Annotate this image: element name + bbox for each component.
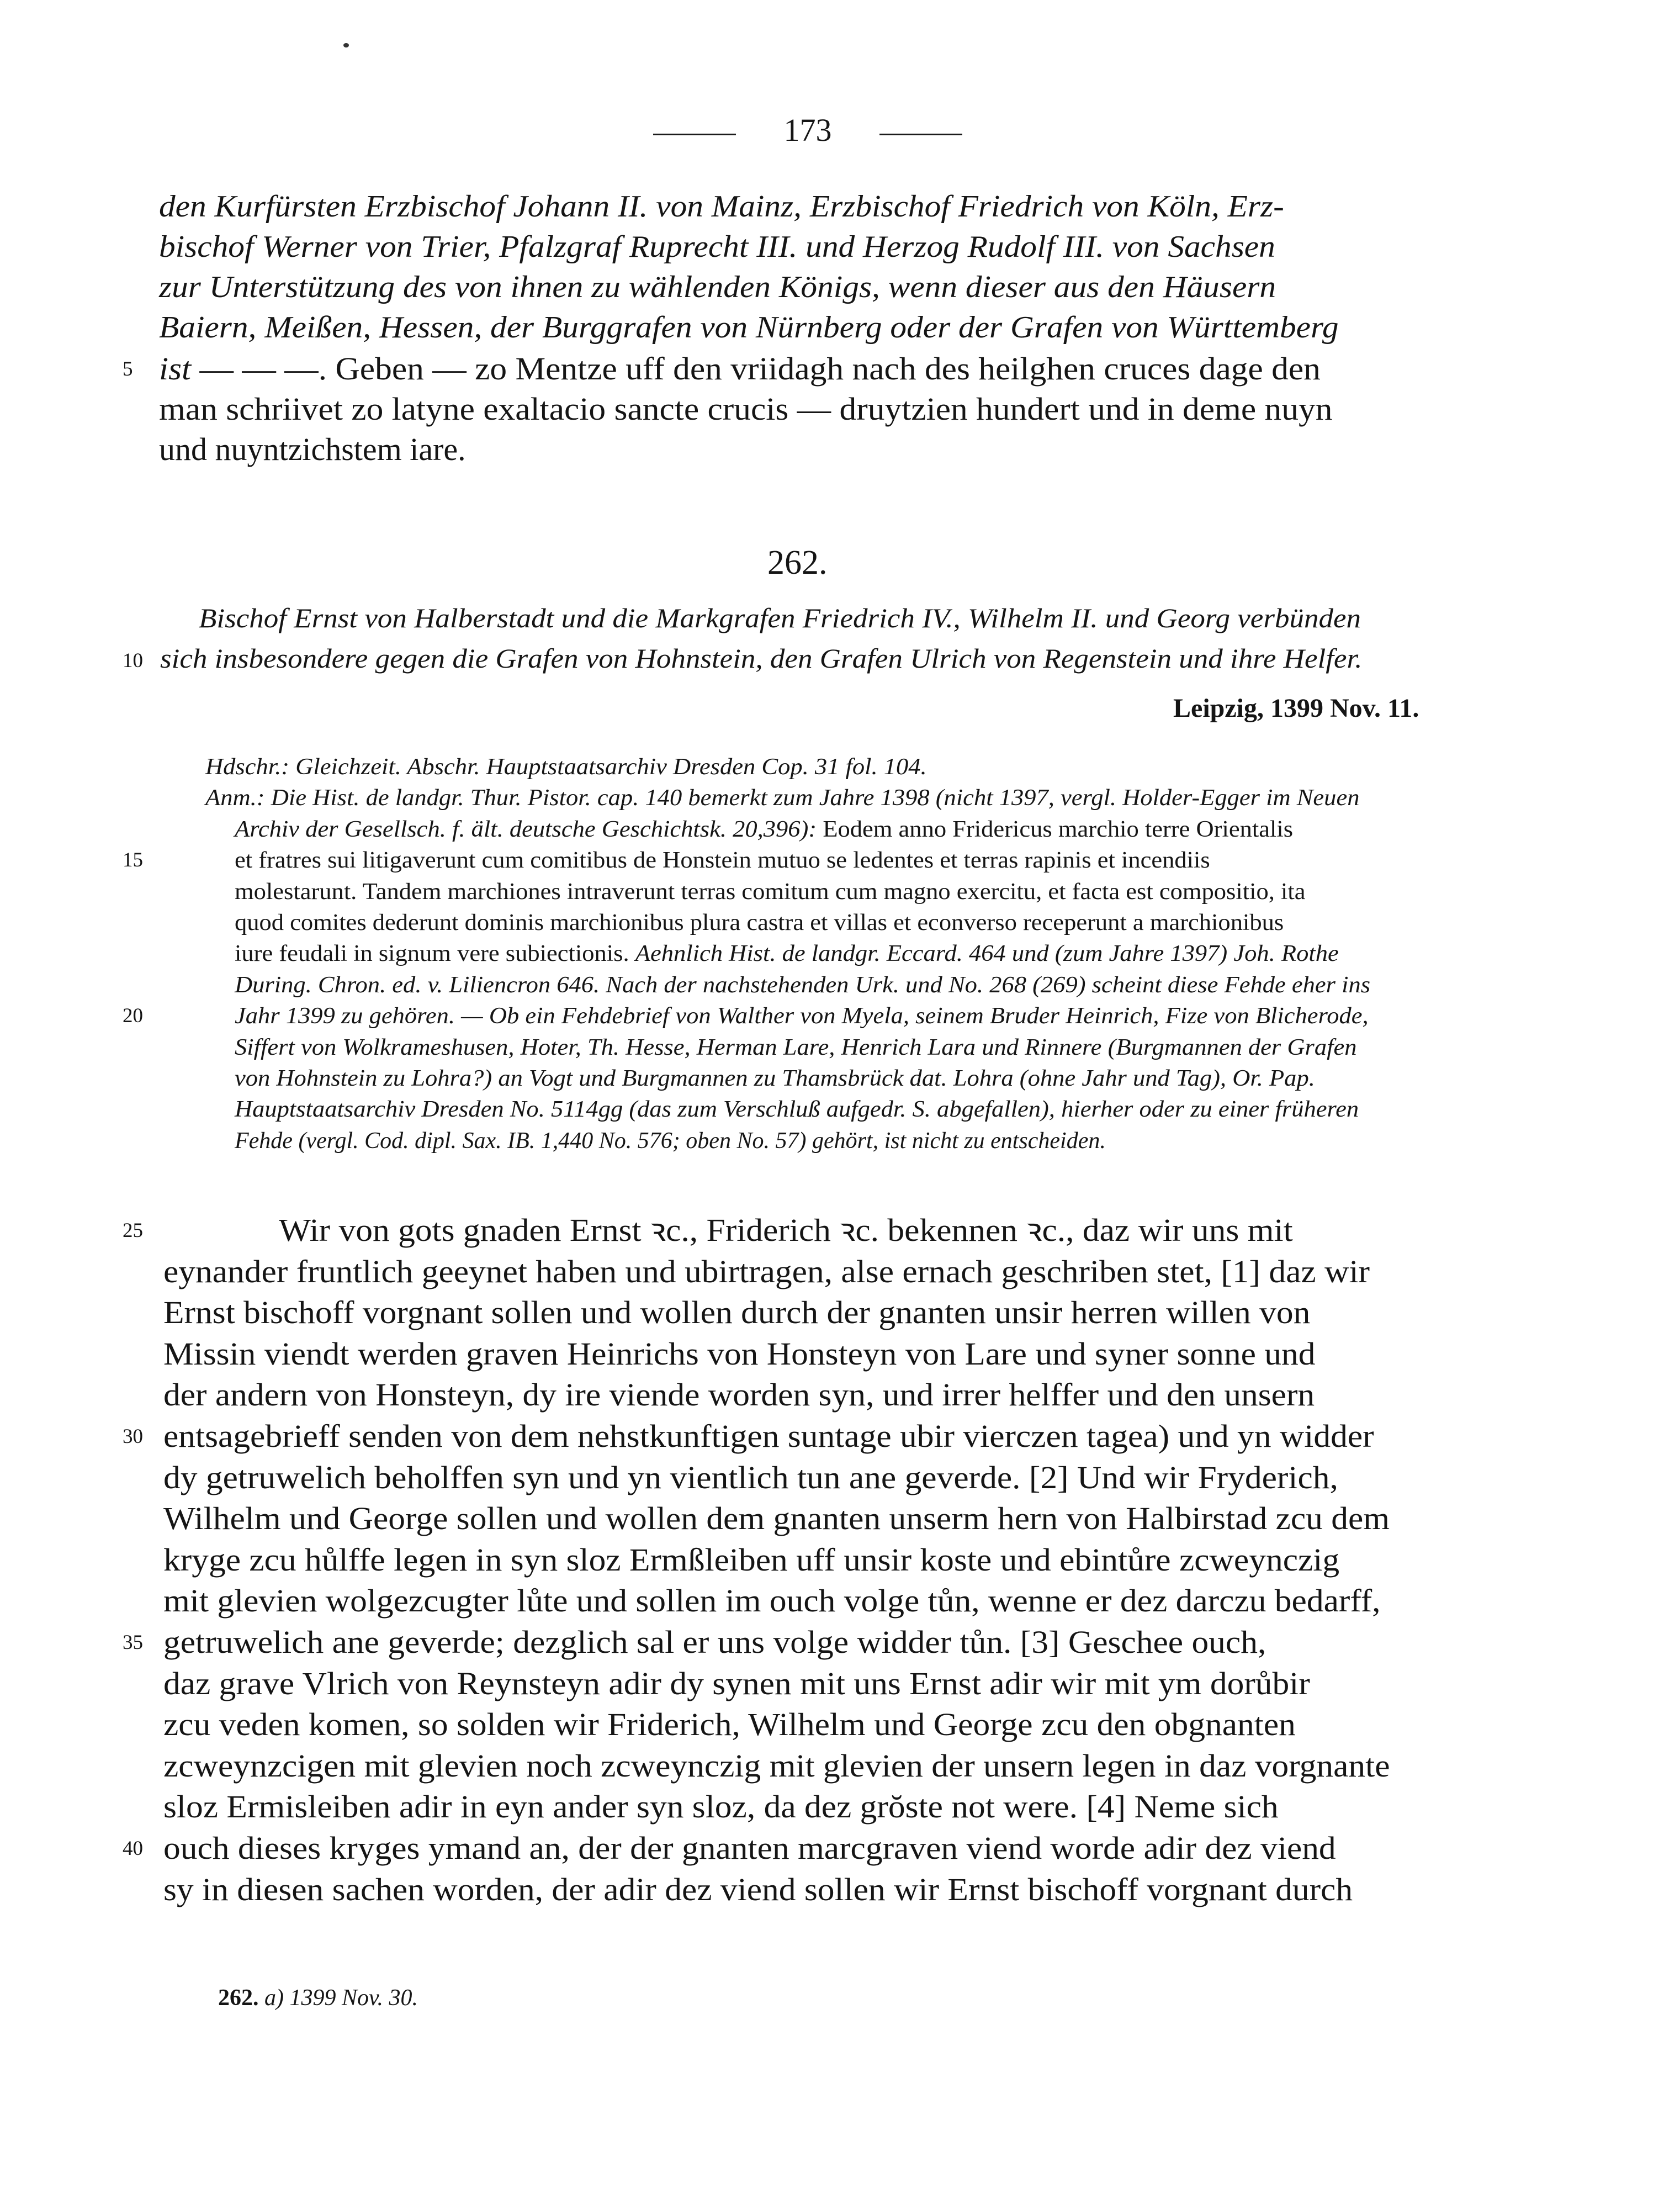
text-line: Wilhelm und George sollen und wollen dem gnanten unserm hern von Halbirstad zcu dem: [163, 1500, 1390, 1536]
text-line: [159, 348, 1321, 390]
header-rule-left: [653, 134, 736, 135]
text-line: sloz Ermisleiben adir in eyn ander syn sloz, da dez grŏste not were. [4] Neme sich: [163, 1789, 1279, 1825]
note-line: [235, 1032, 1356, 1063]
text-span: den Kurfürsten Erzbischof Johann II. von Mainz, Erzbischof Friedrich von Köln, Erz-: [159, 189, 1284, 224]
regest-line: Bischof Ernst von Halberstadt und die Markgrafen Friedrich IV., Wilhelm II. und Georg verbünden: [199, 602, 1361, 633]
text-span: man schriivet zo latyne exaltacio sancte crucis — druytzien hundert und in deme nuyn: [159, 391, 1333, 427]
note-line: [235, 876, 1306, 907]
text-line: dy getruwelich beholffen syn und yn vientlich tun ane geverde. [2] Und wir Fryderich,: [163, 1460, 1338, 1495]
text-span: iure feudali in signum vere subiectionis.: [235, 941, 635, 966]
line-number: 5: [123, 358, 133, 380]
text-line: Wir von gots gnaden Ernst ꝛc., Friderich ꝛc. bekennen ꝛc., daz wir uns mit: [279, 1212, 1293, 1248]
text-span: Siffert von Wolkrameshusen, Hoter, Th. Hesse, Herman Lare, Henrich Lara und Rinnere (Burgmannen der Grafen: [235, 1035, 1357, 1060]
text-line: [159, 429, 466, 470]
text-span: und nuyntzichstem iare.: [159, 431, 466, 467]
text-line: zcu veden komen, so solden wir Friderich, Wilhelm und George zcu den obgnanten: [163, 1706, 1296, 1742]
note-line: [205, 782, 1359, 813]
text-span: During. Chron. ed. v. Liliencron 646. Nach der nachstehenden Urk. und No. 268 (269) scheint diese Fehde eher ins: [235, 972, 1371, 998]
text-span: Jahr 1399 zu gehören. — Ob ein Fehdebrief von Walther von Myela, seinem Bruder Heinrich, Fize von Blicherode,: [235, 1003, 1369, 1029]
text-line: [159, 227, 1275, 267]
text-span: Hauptstaatsarchiv Dresden No. 5114gg (das zum Verschluß aufgedr. S. abgefallen), hierher oder zu einer früheren: [235, 1097, 1359, 1122]
text-line: getruwelich ane geverde; dezglich sal er uns volge widder tůn. [3] Geschee ouch,: [163, 1624, 1266, 1660]
text-span: ist: [159, 351, 192, 387]
line-number: 40: [123, 1837, 143, 1860]
header-rule-right: [879, 134, 962, 135]
line-number: 15: [123, 849, 143, 871]
text-span: Hdschr.: Gleichzeit. Abschr. Hauptstaatsarchiv Dresden Cop. 31 fol. 104.: [205, 754, 927, 780]
note-line: [235, 814, 1293, 845]
text-line: sy in diesen sachen worden, der adir dez viend sollen wir Ernst bischoff vorgnant durch: [163, 1871, 1353, 1907]
note-line: [235, 1001, 1369, 1032]
text-span: et fratres sui litigaverunt cum comitibus de Honstein mutuo se ledentes et terras rapinis et incendiis: [235, 848, 1210, 873]
footnote-text: a) 1399 Nov. 30.: [258, 1985, 418, 2011]
text-line: [159, 308, 1339, 347]
footnote-number: 262.: [218, 1985, 259, 2011]
text-line: [159, 267, 1276, 307]
line-number: 20: [123, 1004, 143, 1027]
line-number: 35: [123, 1631, 143, 1654]
text-span: zur Unterstützung des von ihnen zu wählenden Königs, wenn dieser aus den Häusern: [159, 270, 1276, 304]
text-line: [159, 388, 1332, 430]
text-line: mit glevien wolgezcugter lůte und sollen im ouch volge tůn, wenne er dez darczu bedarff,: [163, 1583, 1381, 1619]
text-span: Fehde (vergl. Cod. dipl. Sax. IB. 1,440 No. 576; oben No. 57) gehört, ist nicht zu entscheiden.: [235, 1128, 1106, 1154]
note-line: [235, 938, 1339, 969]
text-span: Anm.: Die Hist. de landgr. Thur. Pistor. cap. 140 bemerkt zum Jahre 1398 (nicht 1397, vergl. Holder-Egger im Neuen: [205, 785, 1360, 811]
text-line: Missin viendt werden graven Heinrichs von Honsteyn von Lare und syner sonne und: [163, 1336, 1316, 1372]
note-line: [235, 845, 1210, 876]
text-line: Ernst bischoff vorgnant sollen und wollen durch der gnanten unsir herren willen von: [163, 1294, 1311, 1330]
page-header: [653, 110, 962, 150]
note-line: [235, 1094, 1359, 1125]
line-number: 10: [123, 649, 143, 672]
text-span: quod comites dederunt dominis marchionibus plura castra et villas et econverso receperunt a marchionibus: [235, 910, 1284, 935]
print-speck: [343, 43, 349, 47]
text-span: von Hohnstein zu Lohra?) an Vogt und Burgmannen zu Thamsbrück dat. Lohra (ohne Jahr und Tag), Or. Pap.: [235, 1066, 1315, 1091]
text-line: entsagebrieff senden von dem nehstkunftigen suntage ubir vierczen tagea) und yn widder: [163, 1418, 1374, 1454]
note-line: [235, 1125, 1106, 1156]
document-number: 262.: [767, 544, 828, 581]
line-number: 25: [123, 1219, 143, 1242]
text-line: eynander fruntlich geeynet haben und ubirtragen, alse ernach geschriben stet, [1] daz wir: [163, 1254, 1370, 1289]
text-span: — — —. Geben — zo Mentze uff den vriidagh nach des heilghen cruces dage den: [191, 351, 1321, 387]
text-line: der andern von Honsteyn, dy ire viende worden syn, und irrer helffer und den unsern: [163, 1377, 1315, 1413]
text-line: zcweynzcigen mit glevien noch zcweynczig mit glevien der unsern legen in daz vorgnante: [163, 1748, 1390, 1784]
text-span: Eodem anno Fridericus marchio terre Orientalis: [817, 817, 1294, 842]
regest-line: sich insbesondere gegen die Grafen von Hohnstein, den Grafen Ulrich von Regenstein und ihre Helfer.: [160, 643, 1363, 674]
text-line: daz grave Vlrich von Reynsteyn adir dy synen mit uns Ernst adir wir mit ym dorůbir: [163, 1665, 1310, 1701]
text-line: ouch dieses kryges ymand an, der der gnanten marcgraven viend worde adir dez viend: [163, 1830, 1336, 1866]
text-span: Archiv der Gesellsch. f. ält. deutsche Geschichtsk. 20,396):: [235, 817, 817, 842]
note-line: [235, 970, 1370, 1001]
text-span: bischof Werner von Trier, Pfalzgraf Ruprecht III. und Herzog Rudolf III. von Sachsen: [159, 230, 1275, 264]
text-span: molestarunt. Tandem marchiones intraverunt terras comitum cum magno exercitu, et facta est compositio, ita: [235, 879, 1306, 905]
note-line: [235, 1063, 1315, 1094]
line-number: 30: [123, 1425, 143, 1448]
footnote: [218, 1982, 418, 2013]
note-line: [235, 907, 1284, 938]
note-line: [205, 752, 927, 782]
place-date: Leipzig, 1399 Nov. 11.: [1173, 694, 1419, 723]
text-line: [159, 187, 1284, 226]
text-span: Baiern, Meißen, Hessen, der Burggrafen von Nürnberg oder der Grafen von Württemberg: [159, 310, 1339, 345]
page-number: 173: [783, 112, 832, 148]
text-span: Aehnlich Hist. de landgr. Eccard. 464 und (zum Jahre 1397) Joh. Rothe: [635, 941, 1339, 966]
text-line: kryge zcu hůlffe legen in syn sloz Ermßleiben uff unsir koste und ebintůre zcweynczig: [163, 1542, 1340, 1578]
